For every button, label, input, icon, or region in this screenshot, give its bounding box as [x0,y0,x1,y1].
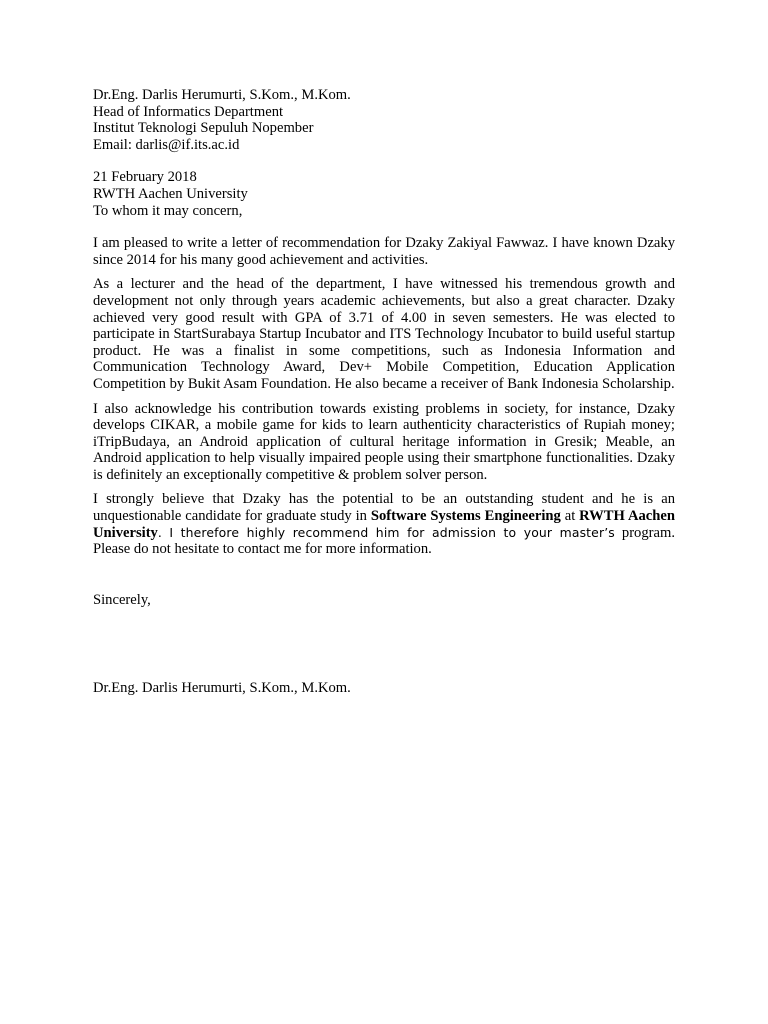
signature-space [93,608,675,680]
sender-institution: Institut Teknologi Sepuluh Nopember [93,120,314,137]
paragraph-introduction: I am pleased to write a letter of recommendation for Dzaky Zakiyal Fawwaz. I have known Dzaky since 2014 for his many good achievement and activities. [93,235,675,268]
spacer [93,153,675,169]
letter-body [93,87,675,697]
university-name: RWTH Aachen University [93,508,675,541]
closing: Sincerely, [93,591,151,608]
recommendation-text-3: . I therefore highly recommend him for admission to your master’s [157,524,615,540]
sender-email: Email: darlis@if.its.ac.id [93,136,240,153]
recommendation-text-2: at [560,508,580,525]
sender-position: Head of Informatics Department [93,103,284,120]
paragraph-recommendation [93,491,675,557]
recipient: RWTH Aachen University [93,185,248,202]
program-name: Software Systems Engineering [370,508,561,525]
letter-date: 21 February 2018 [93,169,197,186]
paragraph-achievements: As a lecturer and the head of the department, I have witnessed his tremendous growth and development not only through years academic achievements, but also a great character. Dzaky achieved very good result with GPA of 3.71 of 4.00 in seven semesters. He was elected to participate in StartSurabaya Startup Incubator and ITS Technology Incubator to build useful startup product. He was a finalist in some competitions, such as Indonesia Information and Communication Technology Award, Dev+ Mobile Competition, Education Application Competition by Bukit Asam Foundation. He also became a receiver of Bank Indonesia Scholarship. [93,276,675,392]
recommendation-text-1: I strongly believe that Dzaky has the potential to be an outstanding student and he is an unquestionable candidate for graduate study in [93,491,675,525]
spacer [93,219,675,235]
date-recipient-block [93,169,675,219]
signature-name: Dr.Eng. Darlis Herumurti, S.Kom., M.Kom. [93,680,351,697]
spacer [93,268,675,276]
paragraph-contributions: I also acknowledge his contribution towards existing problems in society, for instance, Dzaky develops CIKAR, a mobile game for kids to learn authenticity characteristics of Rupiah money; iTripBudaya, an Android application of cultural heritage information in Gresik; Meable, an Android application to help visually impaired people using their smartphone functionalities. Dzaky is definitely an exceptionally competitive & problem solver person. [93,400,675,483]
sender-block [93,87,675,153]
salutation: To whom it may concern, [93,202,243,219]
sender-name: Dr.Eng. Darlis Herumurti, S.Kom., M.Kom. [93,87,351,103]
spacer [93,483,675,491]
recommendation-text-4: program. Please do not hesitate to contact me for more information. [93,524,675,558]
spacer [93,558,675,592]
spacer [93,393,675,401]
